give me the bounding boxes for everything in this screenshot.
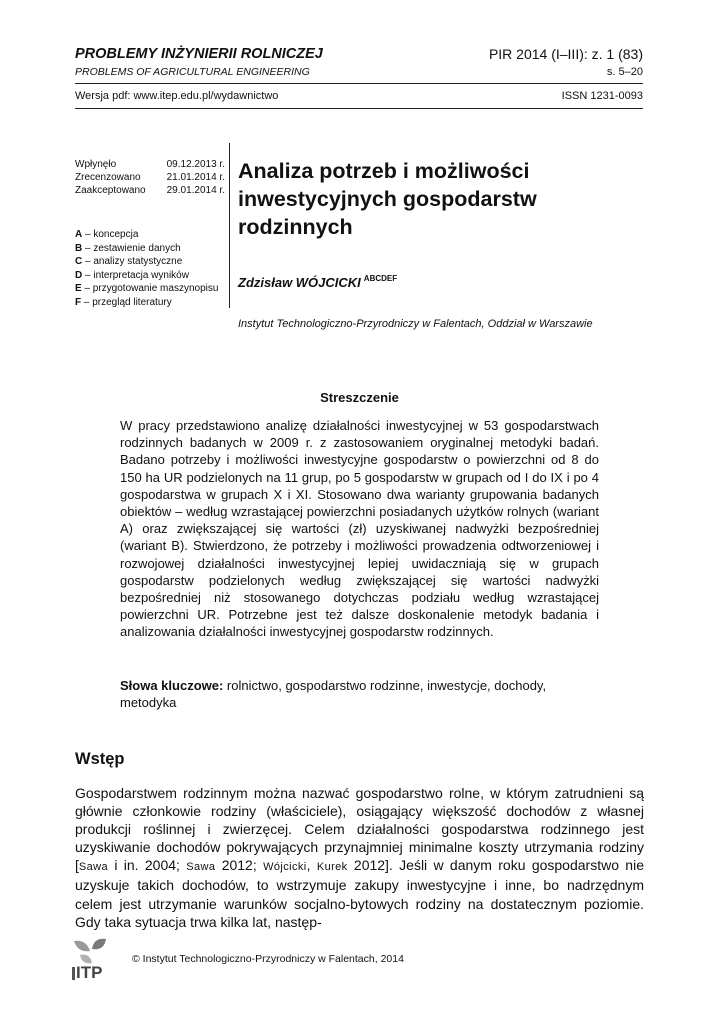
intro-paragraph (75, 784, 644, 931)
contribution-item (75, 282, 235, 296)
citation-author: Sawa (186, 861, 216, 874)
date-label: Zaakceptowano (75, 185, 146, 196)
issue-number: PIR 2014 (I–III): z. 1 (83) (488, 46, 643, 62)
citation-rest: 2012]. (347, 857, 400, 874)
article-title: Analiza potrzeb i możliwości inwestycyjnych gospodarstw rodzinnych (238, 159, 537, 239)
citation-author: Kurek (316, 861, 348, 874)
author-name: Zdzisław WÓJCICKI (238, 275, 361, 290)
contribution-letter: B (75, 242, 83, 254)
citation-author: Sawa (78, 861, 109, 874)
citation-author: Wójcicki (263, 861, 307, 874)
header-rule-top (75, 83, 643, 84)
contribution-item (75, 269, 235, 283)
journal-title-en: PROBLEMS OF AGRICULTURAL ENGINEERING (75, 66, 310, 78)
section-heading-intro: Wstęp (75, 750, 125, 768)
intro-text: Gospodarstwem rodzinnym można nazwać gospodarstwo rolne, w którym zatrudnieni są głównie członkowie rodziny (właściciele), osiągający większość dochodów z własnej produkcji roślinnej i zwierzęcej. Celem działalności gospodarstwa rodzinnego jest uzyskiwanie dochodów pokrywających przynajmniej minimalne koszty utrzymania rodziny [ (75, 785, 644, 874)
contribution-letter: E (75, 283, 82, 294)
date-value: 09.12.2013 r. (166, 159, 225, 170)
contribution-desc: – koncepcja (82, 229, 139, 240)
contribution-desc: – interpretacja wyników (82, 269, 189, 281)
keywords-label: Słowa kluczowe: (120, 678, 224, 693)
pdf-version-link[interactable]: Wersja pdf: www.itep.edu.pl/wydawnictwo (75, 90, 279, 102)
date-label: Wpłynęło (75, 159, 117, 170)
date-value: 21.01.2014 r. (166, 172, 225, 183)
contribution-item (75, 228, 235, 242)
contribution-desc: – analizy statystyczne (82, 256, 183, 267)
contribution-letter: C (75, 256, 83, 267)
date-row-reviewed (75, 171, 225, 184)
abstract-heading: Streszczenie (320, 390, 399, 405)
author-line (238, 274, 397, 290)
logo-text: ITP (76, 963, 103, 982)
affiliation: Instytut Technologiczno-Przyrodniczy w Falentach, Oddział w Warszawie (238, 318, 593, 330)
date-value: 29.01.2014 r. (166, 185, 225, 196)
keywords (120, 677, 599, 711)
contribution-item (75, 296, 235, 310)
contribution-letter: F (75, 296, 82, 308)
page-range: s. 5–20 (606, 66, 643, 78)
date-row-accepted (75, 184, 225, 197)
contribution-desc: – przegląd literatury (81, 296, 172, 308)
intro-text-continued: Jeśli w danym roku gospodarstwo nie uzyskuje takich dochodów, to wstrzymuje zakupy inwestycyjne i inne, bo nadrzędnym celem jest utrzymanie warunków socjalno-bytowych rodziny na dostatecznym poziomie. Gdy taka sytuacja trwa kilka lat, następ- (75, 857, 644, 930)
keywords-list: rolnictwo, gospodarstwo rodzinne, inwestycje, dochody, metodyka (120, 678, 547, 711)
abstract-text: W pracy przedstawiono analizę działalności inwestycyjnej w 53 gospodarstwach rodzinnych badanych w 2009 r. z zastosowaniem oryginalnej metodyki badań. Badano potrzeby i możliwości inwestycyjne gospodarstw o powierzchni od 8 do 150 ha UR podzielonych na 11 grup, po 5 gospodarstw w grupach od I do IX i po 4 gospodarstwa w grupach X i XI. Stosowano dwa warianty grupowania badanych obiektów – według wzrastającej powierzchni posiadanych użytków rolnych (wariant A) oraz zwiększającej się wartości (zł) uzyskiwanej nadwyżki bezpośredniej (wariant B). Stwierdzono, że potrzeby i możliwości prowadzenia odtworzeniowej i rozwojowej działalności inwestycyjnej lepiej uwidaczniają się w grupach gospodarstw podzielonych według zwiększającej się wartości nadwyżki bezpośredniej niż stosowanego dotychczas podziału według wzrastającej powierzchni UR. Potrzebne jest też dalsze doskonalenie metodyk badania i analizowania działalności inwestycyjnej gospodarstw rodzinnych. (120, 418, 599, 640)
copyright: © Instytut Technologiczno-Przyrodniczy w Falentach, 2014 (132, 953, 404, 965)
itp-logo (72, 937, 122, 981)
contribution-desc: – zestawienie danych (82, 242, 181, 254)
issn: ISSN 1231-0093 (561, 90, 643, 102)
citation-rest: 2012; (215, 857, 264, 874)
citation-separator: , (306, 857, 317, 874)
contribution-letter: D (75, 269, 83, 281)
contribution-letter: A (75, 229, 83, 240)
journal-title: PROBLEMY INŻYNIERII ROLNICZEJ (75, 46, 323, 62)
review-dates (75, 158, 225, 197)
date-row-received (75, 158, 225, 171)
citation-rest: i in. 2004; (108, 857, 187, 874)
date-label: Zrecenzowano (75, 172, 141, 183)
contribution-item (75, 242, 235, 256)
contribution-legend (75, 228, 235, 309)
contribution-desc: – przygotowanie maszynopisu (81, 283, 219, 294)
header-rule-bottom (75, 108, 643, 109)
author-roles: ABCDEF (363, 274, 398, 283)
contribution-item (75, 255, 235, 269)
